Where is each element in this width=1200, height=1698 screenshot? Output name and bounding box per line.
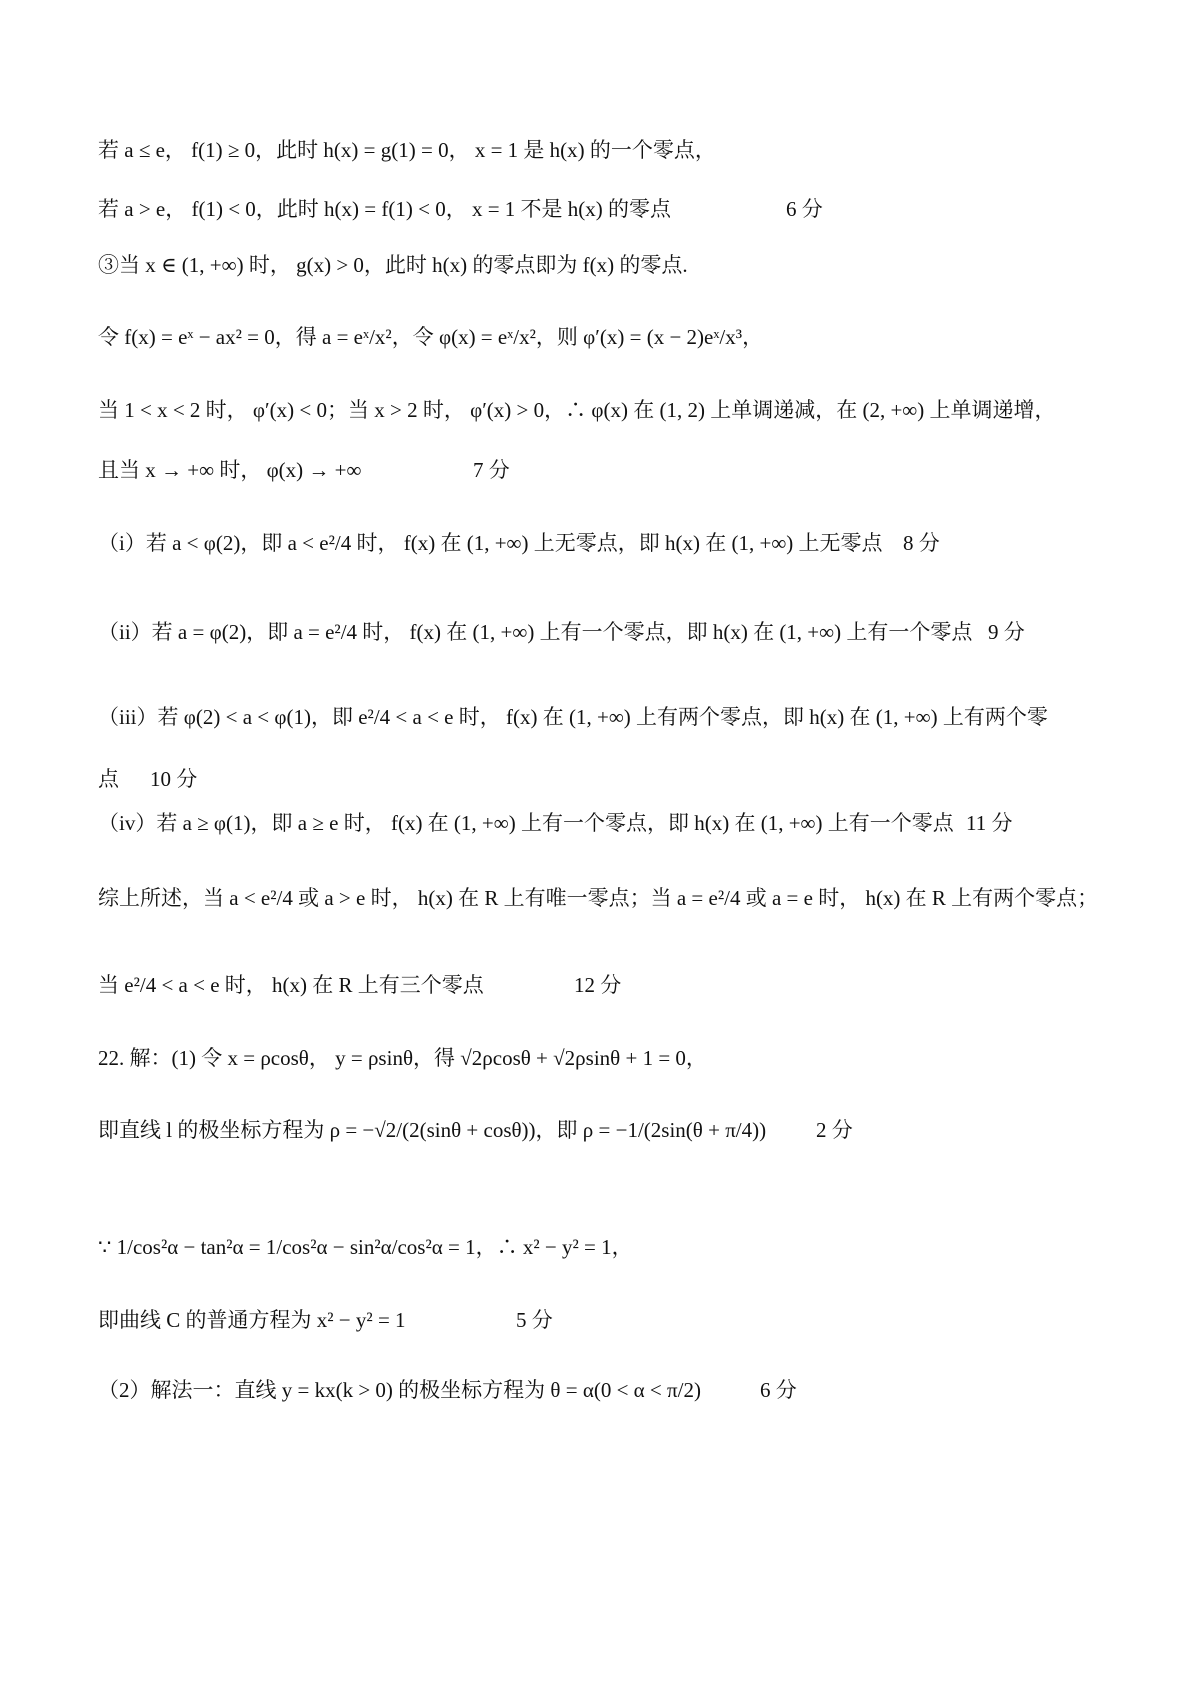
line-14-text: 22. 解：(1) 令 x = ρcosθ， y = ρsinθ，得 √2ρcosθ + √2ρsinθ + 1 = 0， xyxy=(98,1046,707,1070)
score-8: 8 分 xyxy=(903,531,940,555)
line-8 xyxy=(98,620,1118,645)
score-10: 10 分 xyxy=(150,767,198,791)
line-2 xyxy=(98,197,1118,222)
line-13 xyxy=(98,973,1118,998)
line-5 xyxy=(98,398,1118,423)
line-16-text: ∵ 1/cos²α − tan²α = 1/cos²α − sin²α/cos²α = 1，∴ x² − y² = 1， xyxy=(98,1235,633,1259)
line-6 xyxy=(98,458,1118,483)
score-5: 5 分 xyxy=(516,1308,553,1332)
line-13-text: 当 e²/4 < a < e 时， h(x) 在 R 上有三个零点 xyxy=(98,973,484,997)
line-4 xyxy=(98,325,1118,350)
line-10-text: 点 xyxy=(98,767,119,791)
line-9-text: （iii）若 φ(2) < a < φ(1)，即 e²/4 < a < e 时， f(x) 在 (1, +∞) 上有两个零点，即 h(x) 在 (1, +∞) 上有两个零 xyxy=(98,705,1048,729)
line-11-text: （iv）若 a ≥ φ(1)，即 a ≥ e 时， f(x) 在 (1, +∞) 上有一个零点，即 h(x) 在 (1, +∞) 上有一个零点 xyxy=(98,811,954,835)
line-3 xyxy=(98,253,1118,278)
score-2: 2 分 xyxy=(816,1118,853,1142)
line-17-text: 即曲线 C 的普通方程为 x² − y² = 1 xyxy=(98,1308,406,1332)
line-15 xyxy=(98,1118,1118,1143)
line-7-text: （i）若 a < φ(2)，即 a < e²/4 时， f(x) 在 (1, +∞) 上无零点，即 h(x) 在 (1, +∞) 上无零点 xyxy=(98,531,883,555)
line-4-text: 令 f(x) = eˣ − ax² = 0，得 a = eˣ/x²，令 φ(x) = eˣ/x²，则 φ′(x) = (x − 2)eˣ/x³， xyxy=(98,325,764,349)
score-6-b: 6 分 xyxy=(760,1378,797,1402)
line-18 xyxy=(98,1378,1118,1403)
line-7 xyxy=(98,531,1118,556)
line-3-text: ③当 x ∈ (1, +∞) 时， g(x) > 0，此时 h(x) 的零点即为 f(x) 的零点. xyxy=(98,253,688,277)
line-1-text: 若 a ≤ e， f(1) ≥ 0，此时 h(x) = g(1) = 0， x = 1 是 h(x) 的一个零点， xyxy=(98,138,716,162)
line-12-text: 综上所述，当 a < e²/4 或 a > e 时， h(x) 在 R 上有唯一零点；当 a = e²/4 或 a = e 时， h(x) 在 R 上有两个零点； xyxy=(98,886,1099,910)
line-14 xyxy=(98,1046,1118,1071)
line-1 xyxy=(98,138,1118,163)
line-5-text: 当 1 < x < 2 时， φ′(x) < 0；当 x > 2 时， φ′(x) > 0，∴ φ(x) 在 (1, 2) 上单调递减，在 (2, +∞) 上单调递增， xyxy=(98,398,1056,422)
line-11 xyxy=(98,811,1118,836)
line-9 xyxy=(98,705,1118,730)
line-17 xyxy=(98,1308,1118,1333)
line-10 xyxy=(98,767,1118,792)
score-6-a: 6 分 xyxy=(786,197,823,221)
score-11: 11 分 xyxy=(966,811,1013,835)
score-7: 7 分 xyxy=(473,458,510,482)
line-18-text: （2）解法一：直线 y = kx(k > 0) 的极坐标方程为 θ = α(0 < α < π/2) xyxy=(98,1378,701,1402)
line-15-text: 即直线 l 的极坐标方程为 ρ = −√2/(2(sinθ + cosθ))，即 ρ = −1/(2sin(θ + π/4)) xyxy=(98,1118,767,1142)
line-12 xyxy=(98,886,1118,911)
score-12: 12 分 xyxy=(574,973,622,997)
line-8-text: （ii）若 a = φ(2)，即 a = e²/4 时， f(x) 在 (1, +∞) 上有一个零点，即 h(x) 在 (1, +∞) 上有一个零点 xyxy=(98,620,973,644)
line-16 xyxy=(98,1235,1118,1260)
score-9: 9 分 xyxy=(988,620,1025,644)
line-2-text: 若 a > e， f(1) < 0，此时 h(x) = f(1) < 0， x = 1 不是 h(x) 的零点 xyxy=(98,197,672,221)
line-6-text: 且当 x → +∞ 时， φ(x) → +∞ xyxy=(98,458,362,482)
